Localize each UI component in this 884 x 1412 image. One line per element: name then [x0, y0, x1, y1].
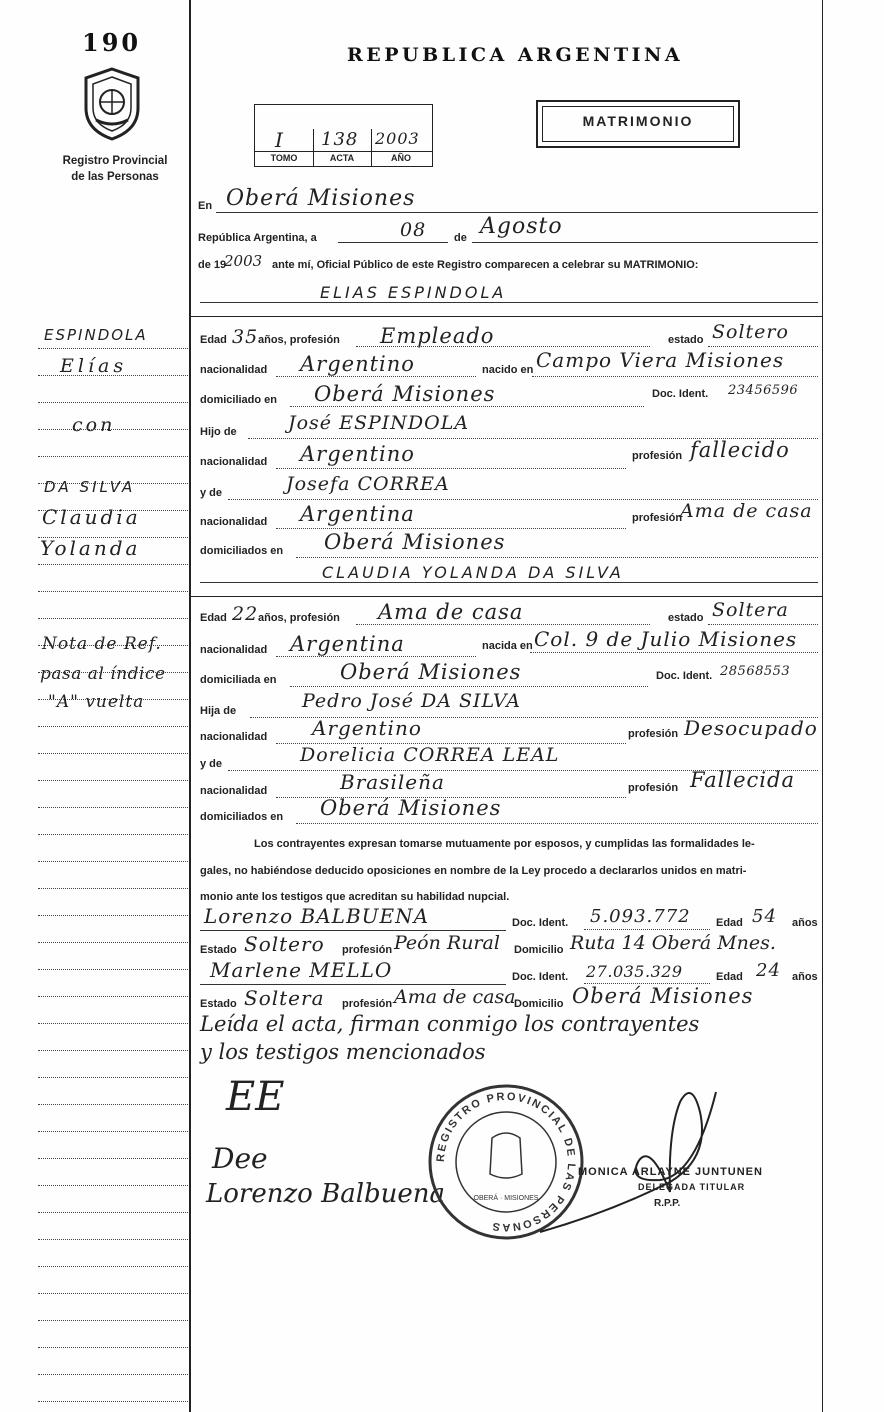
witness1-name: Lorenzo BALBUENA — [204, 904, 430, 928]
margin-row-line — [38, 1401, 188, 1402]
registry-line-1: Registro Provincial — [62, 155, 168, 167]
groom-signature — [220, 1068, 300, 1124]
margin-row-line — [38, 591, 188, 592]
bride-doc-label: Doc. Ident. — [656, 670, 713, 682]
witness1-profession: Peón Rural — [394, 932, 500, 954]
province-crest-icon — [80, 66, 144, 142]
margin-note-2: pasa al índice — [40, 664, 166, 684]
page-number: 190 — [82, 28, 142, 57]
value-day: 08 — [400, 219, 427, 241]
margin-row-line — [38, 1239, 188, 1240]
declaration-line-3: monio ante los testigos que acreditan su habilidad nupcial. — [200, 891, 510, 903]
witness1-estado-label: Estado — [200, 944, 237, 956]
ref-acta-label: ACTA — [329, 153, 355, 163]
margin-row-line — [38, 726, 188, 727]
margin-row-line — [38, 834, 188, 835]
margin-row-line — [38, 1131, 188, 1132]
label-en: En — [198, 200, 213, 212]
bride-parents-dom: Oberá Misiones — [320, 796, 502, 820]
margin-row-line — [38, 861, 188, 862]
declaration-line-2: gales, no habiéndose deducido oposiciones en nombre de la Ley procedo a declararlos unidos en matri- — [200, 865, 747, 877]
record-type-box — [536, 100, 740, 148]
groom-father-nat: Argentino — [300, 442, 415, 466]
margin-row-line — [38, 996, 188, 997]
witness2-doc-label: Doc. Ident. — [512, 971, 569, 983]
groom-full-name: ELIAS ESPINDOLA — [320, 283, 507, 302]
groom-mprof-label: profesión — [632, 512, 683, 524]
witness2-name: Marlene MELLO — [210, 958, 393, 982]
margin-row-line — [38, 753, 188, 754]
label-republica: República Argentina, a — [198, 232, 317, 244]
record-type: MATRIMONIO — [582, 113, 694, 129]
witness2-domicile: Oberá Misiones — [572, 984, 754, 1008]
witness2-prof-label: profesión — [342, 998, 393, 1010]
witness2-marital: Soltera — [244, 986, 325, 1010]
margin-row-line — [38, 1293, 188, 1294]
bride-dom-label: domiciliada en — [200, 674, 277, 686]
witness2-profession: Ama de casa — [394, 986, 516, 1008]
margin-row-line — [38, 807, 188, 808]
bride-father-prof: Desocupado — [684, 716, 818, 740]
margin-row-line — [38, 942, 188, 943]
margin-row-line — [38, 1023, 188, 1024]
margin-name-6: Yolanda — [40, 536, 141, 560]
ref-box — [254, 104, 433, 167]
ref-acta: 138 — [321, 129, 359, 150]
margin-note-1: Nota de Ref. — [42, 634, 162, 654]
groom-fnat-label: nacionalidad — [200, 456, 268, 468]
groom-nac-label: nacionalidad — [200, 364, 268, 376]
ref-ano-label: AÑO — [391, 153, 411, 163]
margin-row-line — [38, 1077, 188, 1078]
margin-row-line — [38, 1347, 188, 1348]
witness1-doc-label: Doc. Ident. — [512, 917, 569, 929]
closing-line-2: y los testigos mencionados — [200, 1040, 486, 1064]
margin-row-line — [38, 618, 188, 619]
bride-mnat-label: nacionalidad — [200, 785, 268, 797]
witness1-edad-label: Edad — [716, 917, 743, 929]
bride-mother-nat: Brasileña — [340, 770, 445, 794]
groom-edad-label: Edad — [200, 334, 227, 346]
bride-full-name: CLAUDIA YOLANDA DA SILVA — [322, 563, 624, 582]
bride-father-nat: Argentino — [312, 716, 422, 740]
margin-row-line — [38, 888, 188, 889]
value-year: 2003 — [224, 252, 263, 270]
witness2-age: 24 — [756, 960, 781, 981]
official-role: DELEGADA TITULAR — [638, 1182, 746, 1192]
groom-doc-label: Doc. Ident. — [652, 388, 709, 400]
groom-pdom-label: domiciliados en — [200, 545, 284, 557]
bride-age: 22 — [232, 603, 259, 625]
groom-profession: Empleado — [380, 324, 495, 348]
groom-mother-prof: Ama de casa — [680, 500, 813, 522]
margin-row-line — [38, 1158, 188, 1159]
groom-fprof-label: profesión — [632, 450, 683, 462]
bride-father: Pedro José DA SILVA — [302, 690, 522, 712]
registry-name — [56, 153, 174, 185]
bride-anos-label: años, profesión — [258, 612, 340, 624]
witness-signature-text: Lorenzo Balbuena — [206, 1179, 446, 1209]
registry-line-2: de las Personas — [71, 171, 159, 183]
margin-row-line — [38, 456, 188, 457]
margin-row-line — [38, 1320, 188, 1321]
value-month: Agosto — [480, 214, 563, 239]
bride-birthplace: Col. 9 de Julio Misiones — [534, 627, 798, 651]
closing-line-1: Leída el acta, firman conmigo los contrayentes — [200, 1012, 700, 1036]
groom-yde-label: y de — [200, 487, 223, 499]
margin-row-line — [38, 1212, 188, 1213]
margin-note-3: "A" vuelta — [48, 692, 145, 712]
groom-nacido-label: nacido en — [482, 364, 534, 376]
witness1-marital: Soltero — [244, 932, 325, 956]
witness1-dom-label: Domicilio — [514, 944, 564, 956]
groom-nationality: Argentino — [300, 352, 415, 376]
bride-doc: 28568553 — [720, 664, 791, 679]
witness-signature — [200, 1166, 446, 1216]
label-de19: de 19 — [198, 259, 227, 271]
witness1-doc: 5.093.772 — [590, 906, 691, 927]
margin-name-4: DA SILVA — [44, 478, 136, 496]
margin-name-2: Elías — [60, 355, 128, 377]
bride-fnat-label: nacionalidad — [200, 731, 268, 743]
value-place: Oberá Misiones — [226, 186, 416, 211]
bride-signature-text: Dee — [212, 1142, 268, 1175]
groom-signature-text: EE — [226, 1074, 285, 1120]
bride-nacida-label: nacida en — [482, 640, 533, 652]
groom-mother: Josefa CORREA — [286, 473, 450, 495]
witness1-anos-label: años — [792, 917, 818, 929]
witness2-doc: 27.035.329 — [586, 962, 683, 981]
witness2-anos-label: años — [792, 971, 818, 983]
groom-estado-label: estado — [668, 334, 704, 346]
bride-mprof-label: profesión — [628, 782, 679, 794]
margin-row-line — [38, 1266, 188, 1267]
declaration-line-1: Los contrayentes expresan tomarse mutuamente por esposos, y cumplidas las formalidades le- — [254, 838, 755, 850]
left-margin-rule — [189, 0, 191, 1412]
margin-row-line — [38, 564, 188, 565]
witness1-prof-label: profesión — [342, 944, 393, 956]
witness2-edad-label: Edad — [716, 971, 743, 983]
groom-dom-label: domiciliado en — [200, 394, 278, 406]
seal-ring-text: REGISTRO PROVINCIAL DE LAS PERSONAS — [434, 1090, 578, 1234]
groom-father: José ESPINDOLA — [288, 412, 470, 434]
margin-name-3: con — [72, 414, 116, 436]
bride-marital: Soltera — [712, 599, 789, 621]
official-office: R.P.P. — [654, 1198, 681, 1209]
margin-row-line — [38, 780, 188, 781]
intro-text: ante mí, Oficial Público de este Registro comparecen a celebrar su MATRIMONIO: — [272, 259, 699, 271]
groom-mnat-label: nacionalidad — [200, 516, 268, 528]
witness2-dom-label: Domicilio — [514, 998, 564, 1010]
ref-ano: 2003 — [375, 129, 420, 148]
bride-hija-label: Hija de — [200, 705, 237, 717]
margin-row-line — [38, 915, 188, 916]
bride-nationality: Argentina — [290, 632, 405, 656]
margin-row-line — [38, 1374, 188, 1375]
groom-domicile: Oberá Misiones — [314, 382, 496, 406]
witness2-estado-label: Estado — [200, 998, 237, 1010]
bride-nac-label: nacionalidad — [200, 644, 268, 656]
groom-mother-nat: Argentina — [300, 502, 415, 526]
bride-domicile: Oberá Misiones — [340, 660, 522, 684]
right-margin-rule — [822, 0, 823, 1412]
margin-row-line — [38, 1185, 188, 1186]
groom-anos-label: años, profesión — [258, 334, 340, 346]
bride-pdom-label: domiciliados en — [200, 811, 284, 823]
margin-row-line — [38, 402, 188, 403]
bride-mother-prof: Fallecida — [690, 768, 795, 792]
official-name: MONICA ARLAYNE JUNTUNEN — [578, 1166, 763, 1178]
ref-tomo-label: TOMO — [270, 153, 298, 163]
bride-profession: Ama de casa — [378, 600, 524, 624]
margin-row-line — [38, 969, 188, 970]
margin-name-1: ESPINDOLA — [44, 326, 148, 344]
bride-fprof-label: profesión — [628, 728, 679, 740]
country-title: REPUBLICA ARGENTINA — [347, 44, 684, 66]
bride-mother: Dorelicia CORREA LEAL — [300, 744, 560, 766]
bride-estado-label: estado — [668, 612, 704, 624]
bride-yde-label: y de — [200, 758, 223, 770]
witness1-age: 54 — [752, 906, 777, 927]
seal-inner-text: OBERÁ · MISIONES — [473, 1195, 539, 1202]
label-de: de — [454, 232, 467, 244]
margin-name-5: Claudia — [42, 505, 141, 529]
groom-parents-dom: Oberá Misiones — [324, 530, 506, 554]
witness1-domicile: Ruta 14 Oberá Mnes. — [570, 932, 776, 954]
margin-row-line — [38, 1050, 188, 1051]
groom-age: 35 — [232, 326, 259, 348]
margin-row-line — [38, 348, 188, 349]
groom-doc: 23456596 — [728, 383, 799, 398]
groom-marital: Soltero — [712, 321, 789, 343]
margin-row-line — [38, 1104, 188, 1105]
bride-edad-label: Edad — [200, 612, 227, 624]
groom-father-prof: fallecido — [690, 438, 790, 462]
ref-tomo: I — [275, 128, 284, 152]
groom-hijo-label: Hijo de — [200, 426, 237, 438]
official-signature — [520, 1072, 740, 1242]
groom-birthplace: Campo Viera Misiones — [536, 348, 785, 372]
